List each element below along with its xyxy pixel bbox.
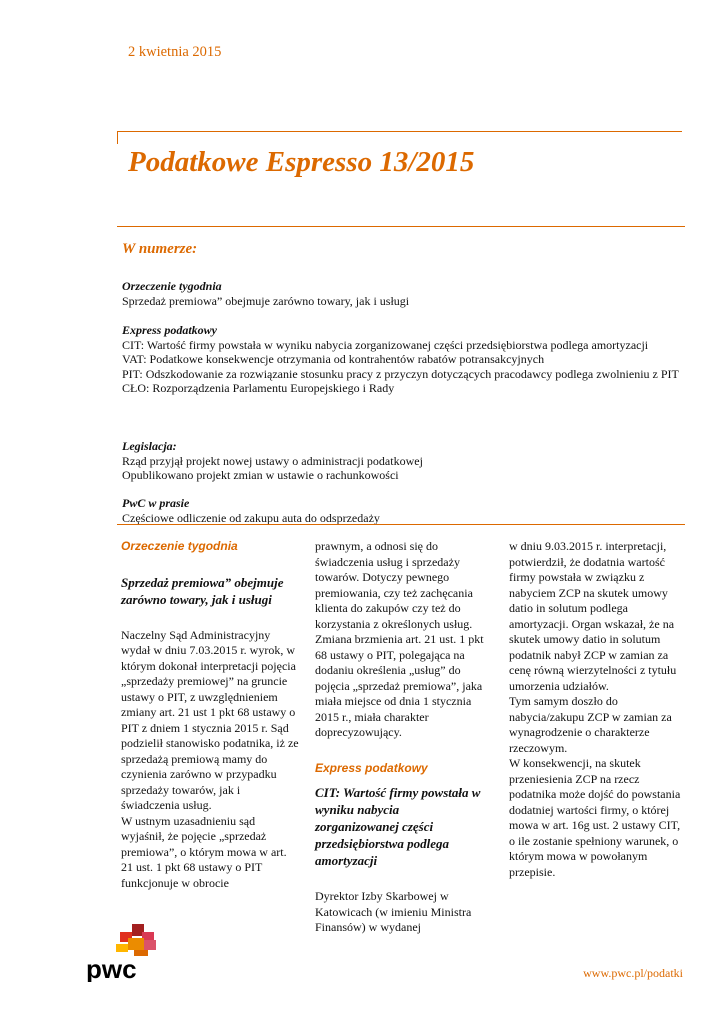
title-rule xyxy=(117,226,685,227)
article-paragraph: w dniu 9.03.2015 r. interpretacji, potwierdził, że dodatnia wartość firmy powstała w związku z nabyciem ZCP na skutek umowy datio in solutum podlega amortyzacji. Organ wskazał, że na skutek umowy datio in solutum podatnik nabył ZCP w zamian za cenę równą wierzytelności z tytułu umorzenia udziałów. xyxy=(509,539,677,693)
category-heading: Orzeczenie tygodnia xyxy=(121,539,238,553)
toc-section-title: PwC w prasie xyxy=(122,496,190,510)
toc-section-title: Express podatkowy xyxy=(122,323,218,337)
toc-section-express xyxy=(122,323,682,396)
article-paragraph: W konsekwencji, na skutek przeniesienia ZCP na rzecz podatnika może dojść do powstania dodatniej wartości firmy, o której mowa w art. 16g ust. 2 ustawy CIT, o ile zostanie spełniony warunek, o którym mowa w powołanym przepisie. xyxy=(509,756,681,879)
pwc-logo xyxy=(86,924,162,982)
toc-link-pit[interactable]: PIT: Odszkodowanie za rozwiązanie stosunku pracy z przyczyn dotyczących pracodawcy podlega zwolnieniu z PIT xyxy=(122,366,679,381)
article-column-1 xyxy=(121,539,299,891)
article-subtitle: Sprzedaż premiowa” obejmuje zarówno towary, jak i usługi xyxy=(121,574,284,607)
toc-link-sprzedaz-premiowa[interactable]: Sprzedaż premiowa” obejmuje zarówno towary, jak i usługi xyxy=(122,293,410,308)
toc-section-legislacja xyxy=(122,439,682,483)
footer-link[interactable]: www.pwc.pl/podatki xyxy=(583,966,683,980)
issue-date: 2 kwietnia 2015 xyxy=(128,44,222,60)
top-rule xyxy=(117,131,682,132)
article-paragraph: Tym samym doszło do nabycia/zakupu ZCP w zamian za wynagrodzenie o charakterze rzeczowym. xyxy=(509,694,672,755)
article-paragraph: prawnym, a odnosi się do świadczenia usług i sprzedaży towarów. Dotyczy pewnego premiowania, czy też zachęcania klienta do zakupów czy też do korzystania z określonych usług. Zmiana brzmienia art. 21 ust. 1 pkt 68 ustawy o PIT, polegająca na dodaniu określenia „usług” do pojęcia „sprzedaż premiowa”, jaka miała miejsce od dnia 1 stycznia 2015 r., miała charakter doprecyzowujący. xyxy=(315,539,484,739)
toc-link-rachunkowosc[interactable]: Opublikowano projekt zmian w ustawie o rachunkowości xyxy=(122,468,399,482)
article-paragraph: Dyrektor Izby Skarbowej w Katowicach (w imieniu Ministra Finansów) w wydanej xyxy=(315,889,472,934)
toc-link-vat[interactable]: VAT: Podatkowe konsekwencje otrzymania od kontrahentów rabatów potransakcyjnych xyxy=(122,352,545,366)
article-paragraph: W ustnym uzasadnieniu sąd wyjaśnił, że pojęcie „sprzedaż premiowa”, o którym mowa w art. 21 ust. 1 pkt 68 ustawy o PIT funkcjonuje w obrocie xyxy=(121,813,287,890)
section-rule xyxy=(117,524,685,525)
top-rule-tick xyxy=(117,131,118,144)
svg-text:pwc: pwc xyxy=(86,954,137,982)
toc-section-title: Legislacja: xyxy=(122,439,177,453)
article-column-2 xyxy=(315,539,493,936)
toc-link-cit[interactable]: CIT: Wartość firmy powstała w wyniku nabycia zorganizowanej części przedsiębiorstwa podlega amortyzacji xyxy=(122,337,649,352)
article-paragraph: Naczelny Sąd Administracyjny wydał w dniu 7.03.2015 r. wyrok, w którym dokonał interpretacji pojęcia „sprzedaży premiowej” na gruncie ustawy o PIT, z uwzględnieniem zmiany art. 21 ust 1 pkt 68 ustawy o PIT z dniem 1 stycznia 2015 r. Sąd podzielił stanowisko podatnika, iż ze sprzedażą premiową mamy do czynienia zarówno w przypadku sprzedaży towarów, jak i świadczenia usług. xyxy=(121,627,299,812)
page-title: Podatkowe Espresso 13/2015 xyxy=(128,146,475,178)
toc-heading: W numerze: xyxy=(122,241,198,257)
toc-link-administracja[interactable]: Rząd przyjął projekt nowej ustawy o administracji podatkowej xyxy=(122,453,423,468)
toc-section-prasa xyxy=(122,496,682,525)
article-column-3 xyxy=(509,539,685,880)
category-heading: Express podatkowy xyxy=(315,760,428,775)
toc-section-orzeczenie xyxy=(122,279,682,308)
toc-section-title: Orzeczenie tygodnia xyxy=(122,279,222,293)
article-subtitle: CIT: Wartość firmy powstała w wyniku nabycia zorganizowanej części przedsiębiorstwa podlega amortyzacji xyxy=(315,785,481,868)
toc-link-auto[interactable]: Częściowe odliczenie od zakupu auta do odsprzedaży xyxy=(122,510,380,525)
toc-link-clo[interactable]: CŁO: Rozporządzenia Parlamentu Europejskiego i Rady xyxy=(122,381,395,395)
